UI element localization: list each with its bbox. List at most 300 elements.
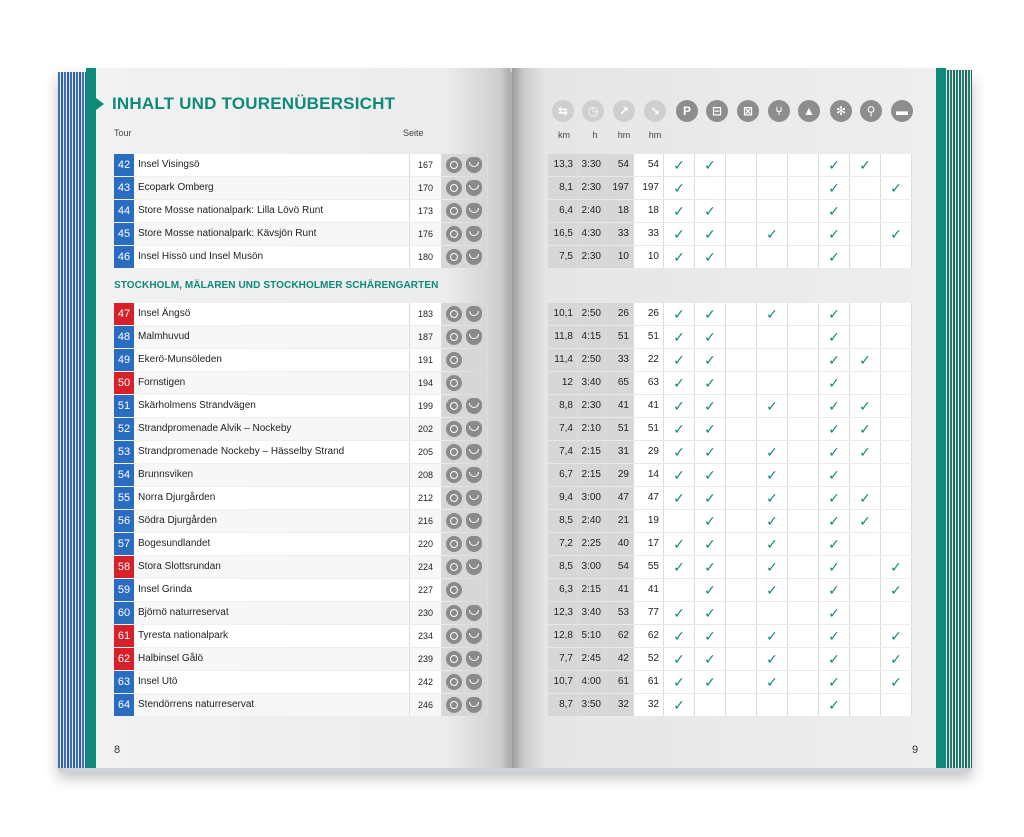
parking-icon: P	[676, 100, 698, 122]
kids-icon	[466, 421, 482, 437]
check-cell	[788, 418, 819, 440]
stat-hm1: 51	[606, 418, 634, 440]
column-header-seite: Seite	[403, 128, 424, 138]
check-cell: ✓	[819, 671, 850, 693]
tour-stats-row	[548, 579, 918, 601]
check-cell: ✓	[695, 418, 726, 440]
check-cell: ✓	[819, 223, 850, 245]
check-cell: ✓	[819, 395, 850, 417]
stat-km: 7,2	[548, 533, 578, 555]
stat-h: 4:15	[578, 326, 606, 348]
walk-icon	[446, 421, 462, 437]
check-cell	[726, 648, 757, 670]
tour-stats-row	[548, 510, 918, 532]
check-cell	[850, 694, 881, 716]
check-cell	[850, 579, 881, 601]
check-cell	[788, 694, 819, 716]
check-cell: ✓	[757, 533, 788, 555]
check-cell	[726, 395, 757, 417]
check-cell: ✓	[757, 556, 788, 578]
stat-h: 2:50	[578, 303, 606, 325]
stat-hm1: 42	[606, 648, 634, 670]
tour-page: 180	[410, 246, 442, 268]
winter-icon: ✻	[830, 100, 852, 122]
check-cell	[757, 200, 788, 222]
unit-label: hm	[617, 130, 631, 140]
check-cell: ✓	[881, 671, 912, 693]
check-cell: ✓	[695, 602, 726, 624]
check-cell	[788, 326, 819, 348]
check-cell: ✓	[819, 326, 850, 348]
check-cell	[881, 694, 912, 716]
check-cell: ✓	[695, 246, 726, 268]
stat-hm1: 10	[606, 246, 634, 268]
tour-name: Södra Djurgården	[134, 510, 410, 532]
stat-h: 2:30	[578, 177, 606, 199]
kids-icon	[466, 513, 482, 529]
tour-icons	[442, 487, 488, 509]
stat-h: 3:50	[578, 694, 606, 716]
check-cell	[757, 694, 788, 716]
walk-icon	[446, 490, 462, 506]
stat-hm2: 18	[634, 200, 664, 222]
check-cell: ✓	[819, 349, 850, 371]
check-cell	[726, 372, 757, 394]
tour-icons	[442, 326, 488, 348]
stat-hm2: 63	[634, 372, 664, 394]
stat-km: 7,5	[548, 246, 578, 268]
stat-km: 8,7	[548, 694, 578, 716]
stat-h: 2:40	[578, 510, 606, 532]
tour-page: 208	[410, 464, 442, 486]
tour-icons	[442, 441, 488, 463]
kids-icon	[466, 605, 482, 621]
stat-h: 3:00	[578, 556, 606, 578]
check-cell	[726, 154, 757, 176]
check-cell: ✓	[664, 395, 695, 417]
stat-h: 2:25	[578, 533, 606, 555]
check-cell: ✓	[695, 671, 726, 693]
tour-icons	[442, 556, 488, 578]
tour-icons	[442, 671, 488, 693]
stat-km: 12	[548, 372, 578, 394]
check-cell: ✓	[664, 625, 695, 647]
stat-km: 8,5	[548, 556, 578, 578]
tour-stats-row	[548, 246, 918, 268]
check-cell	[726, 223, 757, 245]
check-cell: ✓	[819, 154, 850, 176]
check-cell: ✓	[881, 579, 912, 601]
tour-page: 246	[410, 694, 442, 716]
tour-number-badge: 55	[114, 487, 134, 509]
kids-icon	[466, 249, 482, 265]
tour-number-badge: 51	[114, 395, 134, 417]
kids-icon	[466, 398, 482, 414]
stat-km: 8,1	[548, 177, 578, 199]
tour-page: 212	[410, 487, 442, 509]
check-cell: ✓	[881, 648, 912, 670]
tour-icons	[442, 579, 488, 601]
check-cell: ✓	[881, 625, 912, 647]
check-cell: ✓	[819, 441, 850, 463]
check-cell	[788, 533, 819, 555]
tour-row	[114, 556, 488, 578]
check-cell	[757, 372, 788, 394]
stat-hm2: 62	[634, 625, 664, 647]
check-cell	[850, 223, 881, 245]
check-cell: ✓	[819, 372, 850, 394]
tour-row	[114, 533, 488, 555]
page-number-right: 9	[912, 744, 919, 756]
loop-icon	[446, 157, 462, 173]
check-cell	[881, 487, 912, 509]
kids-icon	[466, 203, 482, 219]
check-cell: ✓	[664, 694, 695, 716]
tour-icons	[442, 602, 488, 624]
check-cell: ✓	[819, 177, 850, 199]
tour-name: Insel Hissö und Insel Musön	[134, 246, 410, 268]
check-cell: ✓	[819, 533, 850, 555]
check-cell	[850, 533, 881, 555]
tour-name: Norra Djurgården	[134, 487, 410, 509]
kids-icon	[466, 157, 482, 173]
stat-hm2: 41	[634, 395, 664, 417]
stat-km: 8,8	[548, 395, 578, 417]
check-cell: ✓	[664, 349, 695, 371]
walk-icon	[446, 467, 462, 483]
check-cell: ✓	[695, 223, 726, 245]
stat-km: 11,8	[548, 326, 578, 348]
tour-page: 170	[410, 177, 442, 199]
check-cell	[881, 200, 912, 222]
check-cell: ✓	[819, 625, 850, 647]
check-cell: ✓	[757, 303, 788, 325]
check-cell	[788, 510, 819, 532]
check-cell: ✓	[664, 648, 695, 670]
check-cell	[788, 177, 819, 199]
tour-number-badge: 61	[114, 625, 134, 647]
check-cell	[757, 602, 788, 624]
stat-hm1: 62	[606, 625, 634, 647]
tour-number-badge: 59	[114, 579, 134, 601]
tour-name: Fornstigen	[134, 372, 410, 394]
tour-row	[114, 579, 488, 601]
tour-stats-row	[548, 648, 918, 670]
tour-name: Ecopark Omberg	[134, 177, 410, 199]
tour-row	[114, 223, 488, 245]
check-cell	[726, 510, 757, 532]
tour-number-badge: 63	[114, 671, 134, 693]
tour-icons	[442, 418, 488, 440]
check-cell: ✓	[695, 154, 726, 176]
tour-stats-row	[548, 154, 918, 176]
tour-stats-row	[548, 395, 918, 417]
tour-row	[114, 625, 488, 647]
check-cell	[695, 177, 726, 199]
check-cell: ✓	[757, 648, 788, 670]
check-cell: ✓	[757, 510, 788, 532]
stat-hm1: 65	[606, 372, 634, 394]
check-cell	[726, 200, 757, 222]
walk-icon	[446, 398, 462, 414]
check-cell	[757, 418, 788, 440]
tour-name: Tyresta nationalpark	[134, 625, 410, 647]
check-cell	[788, 441, 819, 463]
check-cell: ✓	[664, 223, 695, 245]
walk-icon	[446, 375, 462, 391]
check-cell	[850, 464, 881, 486]
tour-name: Ekerö-Munsöleden	[134, 349, 410, 371]
check-cell: ✓	[695, 200, 726, 222]
check-cell	[788, 154, 819, 176]
kids-icon	[466, 651, 482, 667]
tour-stats-row	[548, 303, 918, 325]
check-cell	[726, 602, 757, 624]
check-cell	[788, 349, 819, 371]
stat-km: 12,8	[548, 625, 578, 647]
check-cell	[726, 694, 757, 716]
stat-hm1: 54	[606, 154, 634, 176]
check-cell	[881, 246, 912, 268]
stat-hm2: 51	[634, 418, 664, 440]
tour-page: 187	[410, 326, 442, 348]
stat-hm1: 41	[606, 579, 634, 601]
check-cell	[881, 372, 912, 394]
stat-hm1: 33	[606, 223, 634, 245]
stat-h: 4:30	[578, 223, 606, 245]
tour-stats-row	[548, 602, 918, 624]
stat-hm1: 33	[606, 349, 634, 371]
stat-hm1: 197	[606, 177, 634, 199]
tour-name: Strandpromenade Nockeby – Hässelby Strand	[134, 441, 410, 463]
kids-icon	[466, 180, 482, 196]
check-cell	[881, 602, 912, 624]
check-cell	[788, 372, 819, 394]
kids-icon	[466, 467, 482, 483]
check-cell: ✓	[664, 441, 695, 463]
tour-name: Stendörrens naturreservat	[134, 694, 410, 716]
stat-hm2: 47	[634, 487, 664, 509]
check-cell	[726, 579, 757, 601]
check-cell	[788, 648, 819, 670]
tour-number-badge: 44	[114, 200, 134, 222]
stat-h: 3:00	[578, 487, 606, 509]
check-cell: ✓	[695, 441, 726, 463]
stat-km: 12,3	[548, 602, 578, 624]
tour-stats-row	[548, 349, 918, 371]
stat-km: 16,5	[548, 223, 578, 245]
tour-name: Insel Utö	[134, 671, 410, 693]
tour-number-badge: 46	[114, 246, 134, 268]
tour-stats-row	[548, 326, 918, 348]
tour-page: 173	[410, 200, 442, 222]
stat-km: 7,4	[548, 441, 578, 463]
tour-icons	[442, 303, 488, 325]
tour-page: 230	[410, 602, 442, 624]
stat-km: 9,4	[548, 487, 578, 509]
tour-number-badge: 64	[114, 694, 134, 716]
stat-hm1: 21	[606, 510, 634, 532]
page-title: INHALT UND TOURENÜBERSICHT	[112, 94, 396, 113]
stat-hm2: 41	[634, 579, 664, 601]
kids-icon	[466, 444, 482, 460]
tour-number-badge: 56	[114, 510, 134, 532]
check-cell: ✓	[819, 418, 850, 440]
stat-h: 2:30	[578, 395, 606, 417]
stat-hm1: 26	[606, 303, 634, 325]
stat-hm1: 41	[606, 395, 634, 417]
tour-number-badge: 48	[114, 326, 134, 348]
tour-page: 205	[410, 441, 442, 463]
check-cell	[881, 326, 912, 348]
tour-number-badge: 54	[114, 464, 134, 486]
check-cell: ✓	[757, 223, 788, 245]
check-cell: ✓	[819, 487, 850, 509]
check-cell: ✓	[850, 510, 881, 532]
check-cell	[881, 464, 912, 486]
check-cell: ✓	[695, 303, 726, 325]
loop-icon	[446, 226, 462, 242]
tour-page: 242	[410, 671, 442, 693]
tour-stats-row	[548, 418, 918, 440]
tour-icons	[442, 625, 488, 647]
tour-page: 239	[410, 648, 442, 670]
stat-h: 3:30	[578, 154, 606, 176]
stat-hm1: 18	[606, 200, 634, 222]
tour-row	[114, 154, 488, 176]
title-arrow-icon	[96, 98, 104, 110]
cable-car-icon: ⊠	[737, 100, 759, 122]
check-cell: ✓	[850, 154, 881, 176]
check-cell: ✓	[757, 441, 788, 463]
stat-h: 3:40	[578, 602, 606, 624]
tour-stats-row	[548, 177, 918, 199]
loop-icon	[446, 582, 462, 598]
clock-icon: ◷	[582, 100, 604, 122]
tour-name: Malmhuvud	[134, 326, 410, 348]
check-cell: ✓	[819, 556, 850, 578]
tour-stats-row	[548, 441, 918, 463]
tour-icons	[442, 648, 488, 670]
check-cell	[881, 441, 912, 463]
check-cell	[757, 349, 788, 371]
tour-icons	[442, 177, 488, 199]
loop-icon	[446, 249, 462, 265]
check-cell: ✓	[664, 303, 695, 325]
kids-icon	[466, 536, 482, 552]
loop-icon	[446, 697, 462, 713]
check-cell: ✓	[664, 602, 695, 624]
check-cell	[726, 533, 757, 555]
check-cell	[726, 625, 757, 647]
tour-name: Skärholmens Strandvägen	[134, 395, 410, 417]
tour-row	[114, 510, 488, 532]
check-cell	[757, 246, 788, 268]
kids-icon	[466, 628, 482, 644]
check-cell	[788, 464, 819, 486]
tour-stats-row	[548, 671, 918, 693]
tour-number-badge: 52	[114, 418, 134, 440]
check-cell: ✓	[695, 533, 726, 555]
check-cell	[664, 579, 695, 601]
check-cell: ✓	[819, 464, 850, 486]
kids-icon	[466, 674, 482, 690]
check-cell: ✓	[850, 418, 881, 440]
tour-stats-row	[548, 200, 918, 222]
stat-hm2: 29	[634, 441, 664, 463]
page-edges-right	[944, 70, 972, 768]
check-cell	[788, 602, 819, 624]
section-label: STOCKHOLM, MÄLAREN UND STOCKHOLMER SCHÄRENGARTEN	[114, 280, 439, 291]
stat-km: 10,1	[548, 303, 578, 325]
stat-hm1: 51	[606, 326, 634, 348]
tour-number-badge: 42	[114, 154, 134, 176]
loop-icon	[446, 203, 462, 219]
tour-name: Insel Ängsö	[134, 303, 410, 325]
tour-page: 183	[410, 303, 442, 325]
check-cell	[881, 395, 912, 417]
check-cell: ✓	[881, 556, 912, 578]
stat-km: 13,3	[548, 154, 578, 176]
check-cell	[757, 326, 788, 348]
tour-number-badge: 50	[114, 372, 134, 394]
tour-row	[114, 395, 488, 417]
stat-km: 6,7	[548, 464, 578, 486]
stat-hm2: 17	[634, 533, 664, 555]
check-cell: ✓	[695, 579, 726, 601]
loop-icon	[446, 559, 462, 575]
walk-icon	[446, 329, 462, 345]
check-cell: ✓	[881, 223, 912, 245]
check-cell: ✓	[881, 177, 912, 199]
tour-row	[114, 441, 488, 463]
walk-icon	[446, 444, 462, 460]
check-cell	[726, 418, 757, 440]
check-cell	[881, 533, 912, 555]
tour-icons	[442, 154, 488, 176]
tour-icons	[442, 464, 488, 486]
stat-km: 8,5	[548, 510, 578, 532]
kids-icon	[466, 697, 482, 713]
tour-name: Strandpromenade Alvik – Nockeby	[134, 418, 410, 440]
stat-hm2: 77	[634, 602, 664, 624]
stat-h: 4:00	[578, 671, 606, 693]
tour-stats-row	[548, 556, 918, 578]
check-cell	[881, 154, 912, 176]
check-cell: ✓	[757, 579, 788, 601]
stat-hm2: 197	[634, 177, 664, 199]
check-cell	[726, 349, 757, 371]
check-cell	[850, 200, 881, 222]
check-cell: ✓	[664, 556, 695, 578]
stat-km: 7,7	[548, 648, 578, 670]
tour-page: 216	[410, 510, 442, 532]
stat-hm1: 54	[606, 556, 634, 578]
loop-icon	[446, 674, 462, 690]
tour-name: Bogesundlandet	[134, 533, 410, 555]
check-cell	[850, 602, 881, 624]
incline-up-icon: ↗	[613, 100, 635, 122]
stat-hm2: 14	[634, 464, 664, 486]
tour-icons	[442, 533, 488, 555]
tour-name: Insel Visingsö	[134, 154, 410, 176]
tour-page: 199	[410, 395, 442, 417]
check-cell	[788, 395, 819, 417]
stat-h: 2:30	[578, 246, 606, 268]
tour-row	[114, 648, 488, 670]
tour-stats-row	[548, 533, 918, 555]
stat-h: 2:10	[578, 418, 606, 440]
